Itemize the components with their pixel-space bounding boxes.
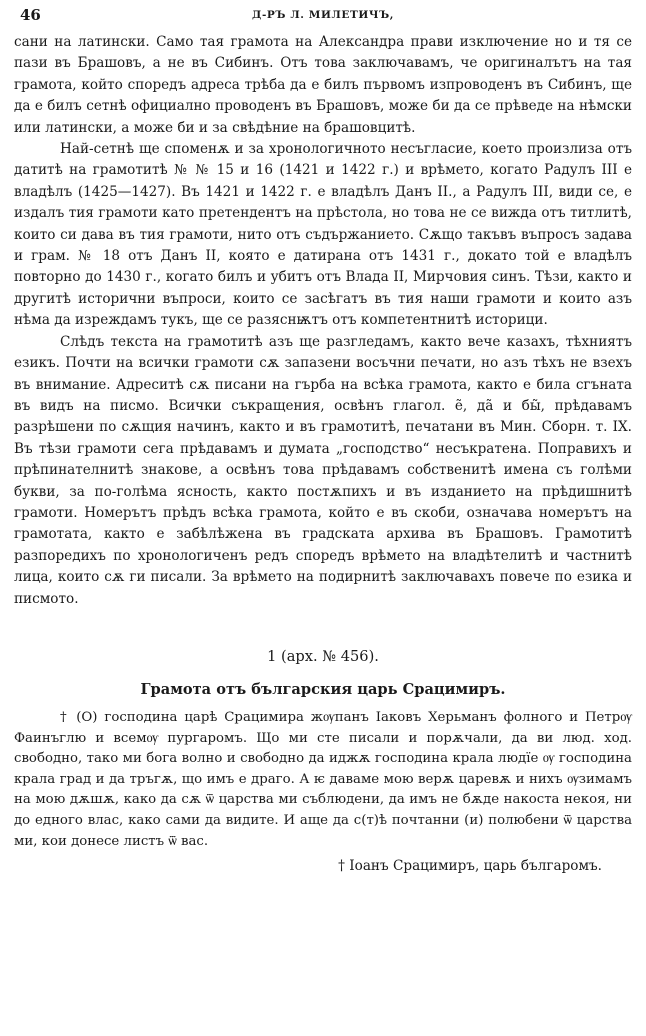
page-number: 46 xyxy=(20,6,41,24)
document-page xyxy=(14,4,632,874)
charter-text xyxy=(14,708,632,852)
page-header xyxy=(14,4,632,32)
paragraph: Най-сетнѣ ще споменѫ и за хронологичното несъгласие, което произлиза отъ датитѣ на грамотитѣ № № 15 и 16 (1421 и 1422 г.) и врѣмето, когато Радулъ III е владѣлъ (1425—1427). Въ 1421 и 1422 г. е владѣлъ Данъ II., а Радулъ III, види се, е издалъ тия грамоти като претендентъ на прѣстола, но това не се вижда отъ титлитѣ, които си дава въ тия грамоти, нито отъ съдържанието. Сѫщо такъвъ въпросъ задава и грам. № 18 отъ Данъ II, която е датирана отъ 1431 г., докато той е владѣлъ повторно до 1430 г., когато билъ и убитъ отъ Влада II, Мирчовия синъ. Тѣзи, както и другитѣ исторични въпроси, които се засѣгатъ въ тия наши грамоти и които азъ нѣма да изреждамъ тукъ, ще се разяснѭтъ отъ компетентнитѣ историци. xyxy=(14,141,632,329)
paragraph: сани на латински. Само тая грамота на Александра прави изключение но и тя се пази въ Брашовъ, а не въ Сибинъ. Отъ това заключавамъ, че оригиналътъ на тая грамота, който споредъ адреса трѣба да е билъ първомъ изпроводенъ въ Сибинъ, ще да е билъ сетнѣ официално проводенъ въ Брашовъ, може би да се прѣведе на нѣмски или латински, а може би и за свѣдѣние на брашовцитѣ. xyxy=(14,34,632,136)
charter-paragraph: † (О) господина царѣ Срацимира жѹпанъ Іаковъ Херьманъ фолного и Петрѹ Фаинъглю и всемѹ пургаромъ. Що ми сте писали и порѫчали, да ви люд. ход. свободно, тако ми бога волно и свободно да иджѫ господина крала людїе ѹ господина крала град и да тръгѫ, що имъ е драго. А ѥ даваме мою верѫ царевѫ и нихъ ѹзимамъ на мою дѫшѫ, како да сѫ ѿ царства ми съблюдени, да имъ не бѫде накоста некоя, ни до едного влас, како сами да видите. И аще да с(т)ѣ почтанни (и) полюбени ѿ царства ми, кои донесе листъ ѿ вас. xyxy=(14,709,632,849)
charter-signature: † Іоанъ Срацимиръ, царь българомъ. xyxy=(338,858,602,875)
running-head: Д-РЪ Л. МИЛЕТИЧЪ, xyxy=(252,9,394,21)
body-text xyxy=(14,32,632,610)
paragraph: Слѣдъ текста на грамотитѣ азъ ще разгледамъ, както вече казахъ, тѣхниятъ езикъ. Почти на всички грамоти сѫ запазени восъчни печати, но азъ тѣхъ не взехъ въ внимание. Адреситѣ сѫ писани на гърба на всѣка грамота, както е била сгъната въ видъ на писмо. Всички съкращения, освѣнъ глагол. е̃, да̃ и бы̃, прѣдавамъ разрѣшени по сѫщия начинъ, както и въ грамотитѣ, печатани въ Мин. Сборн. т. IX. Въ тѣзи грамоти сега прѣдавамъ и думата „господство“ несъкратена. Поправихъ и прѣпинателнитѣ знакове, а освѣнъ това прѣдавамъ собственитѣ имена съ голѣми букви, за по-голѣма ясность, както постѫпихъ и въ изданието на прѣдишнитѣ грамоти. Номерътъ прѣдъ всѣка грамота, който е въ скоби, означава номерътъ на грамотата, както е забѣлѣжена въ градската архива въ Брашовъ. Грамотитѣ разпоредихъ по хронологиченъ редъ споредъ врѣмето на владѣтелитѣ и частнитѣ лица, които сѫ ги писали. За врѣмето на подирнитѣ заключавахъ повече по езика и писмото. xyxy=(14,333,632,607)
section-number: 1 (арх. № 456). xyxy=(267,647,379,665)
section-title: Грамота отъ българския царь Срацимиръ. xyxy=(140,680,506,698)
